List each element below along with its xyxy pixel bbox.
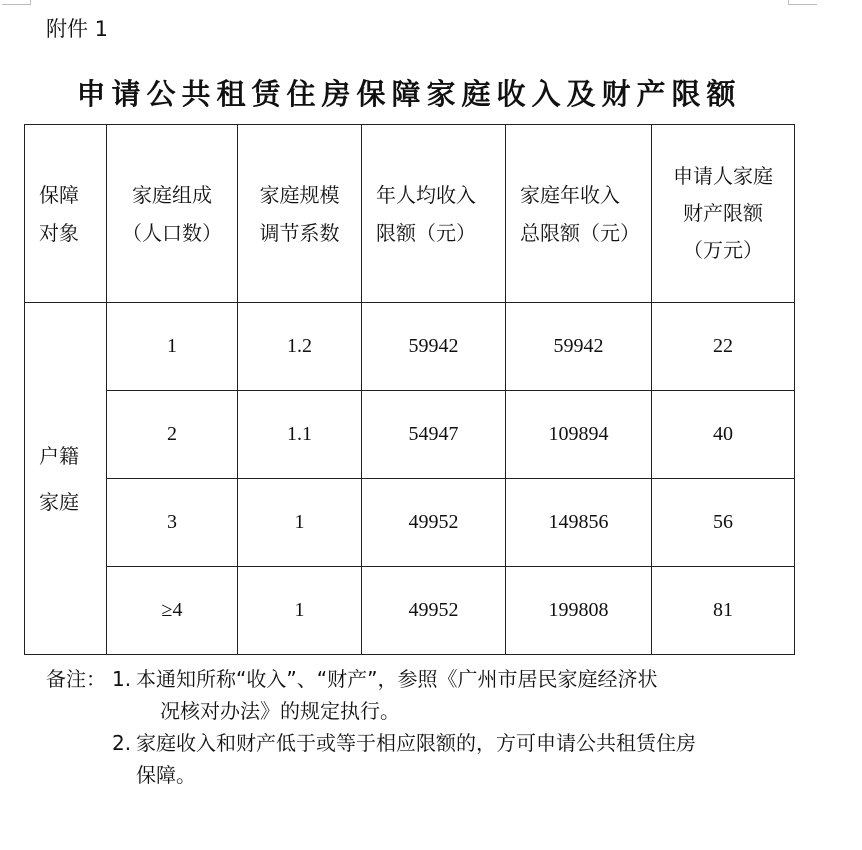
cell-per-capita: 54947 (362, 391, 506, 479)
table-row (25, 479, 795, 567)
header-composition: 家庭组成 （人口数） (107, 125, 238, 303)
note-number: 1. (112, 667, 132, 691)
cell-members: 1 (107, 303, 238, 391)
attachment-label: 附件 1 (46, 17, 109, 41)
cell-members: 3 (107, 479, 238, 567)
header-property-limit: 申请人家庭 财产限额 （万元） (652, 125, 795, 303)
header-total-income: 家庭年收入 总限额（元） (506, 125, 652, 303)
document-title: 申请公共租赁住房保障家庭收入及财产限额 (76, 77, 742, 111)
table-header-row (25, 125, 795, 303)
note-item (46, 727, 806, 791)
cell-total: 59942 (506, 303, 652, 391)
header-object: 保障 对象 (25, 125, 107, 303)
table-row (25, 567, 795, 655)
page-corner-mark-left (2, 0, 31, 5)
income-property-limit-table (24, 124, 795, 655)
note-item (46, 663, 806, 727)
cell-coefficient: 1.1 (238, 391, 362, 479)
cell-coefficient: 1.2 (238, 303, 362, 391)
cell-property: 56 (652, 479, 795, 567)
note-text: 家庭收入和财产低于或等于相应限额的，方可申请公共租赁住房 保障。 (136, 731, 696, 787)
table-row (25, 303, 795, 391)
cell-property: 22 (652, 303, 795, 391)
note-text: 本通知所称“收入”、“财产”，参照《广州市居民家庭经济状 况核对办法》的规定执行。 (136, 667, 658, 723)
notes-prefix: 备注： (46, 667, 106, 691)
page-corner-mark-right (788, 0, 817, 5)
cell-members: ≥4 (107, 567, 238, 655)
cell-property: 81 (652, 567, 795, 655)
notes-section (46, 663, 806, 791)
table-row (25, 391, 795, 479)
cell-coefficient: 1 (238, 479, 362, 567)
header-coefficient: 家庭规模 调节系数 (238, 125, 362, 303)
cell-total: 109894 (506, 391, 652, 479)
cell-per-capita: 49952 (362, 479, 506, 567)
cell-property: 40 (652, 391, 795, 479)
cell-total: 199808 (506, 567, 652, 655)
cell-total: 149856 (506, 479, 652, 567)
cell-per-capita: 49952 (362, 567, 506, 655)
note-number: 2. (112, 731, 132, 755)
cell-coefficient: 1 (238, 567, 362, 655)
cell-per-capita: 59942 (362, 303, 506, 391)
header-per-capita-income: 年人均收入 限额（元） (362, 125, 506, 303)
cell-members: 2 (107, 391, 238, 479)
object-cell-household-registered: 户籍 家庭 (25, 303, 107, 655)
